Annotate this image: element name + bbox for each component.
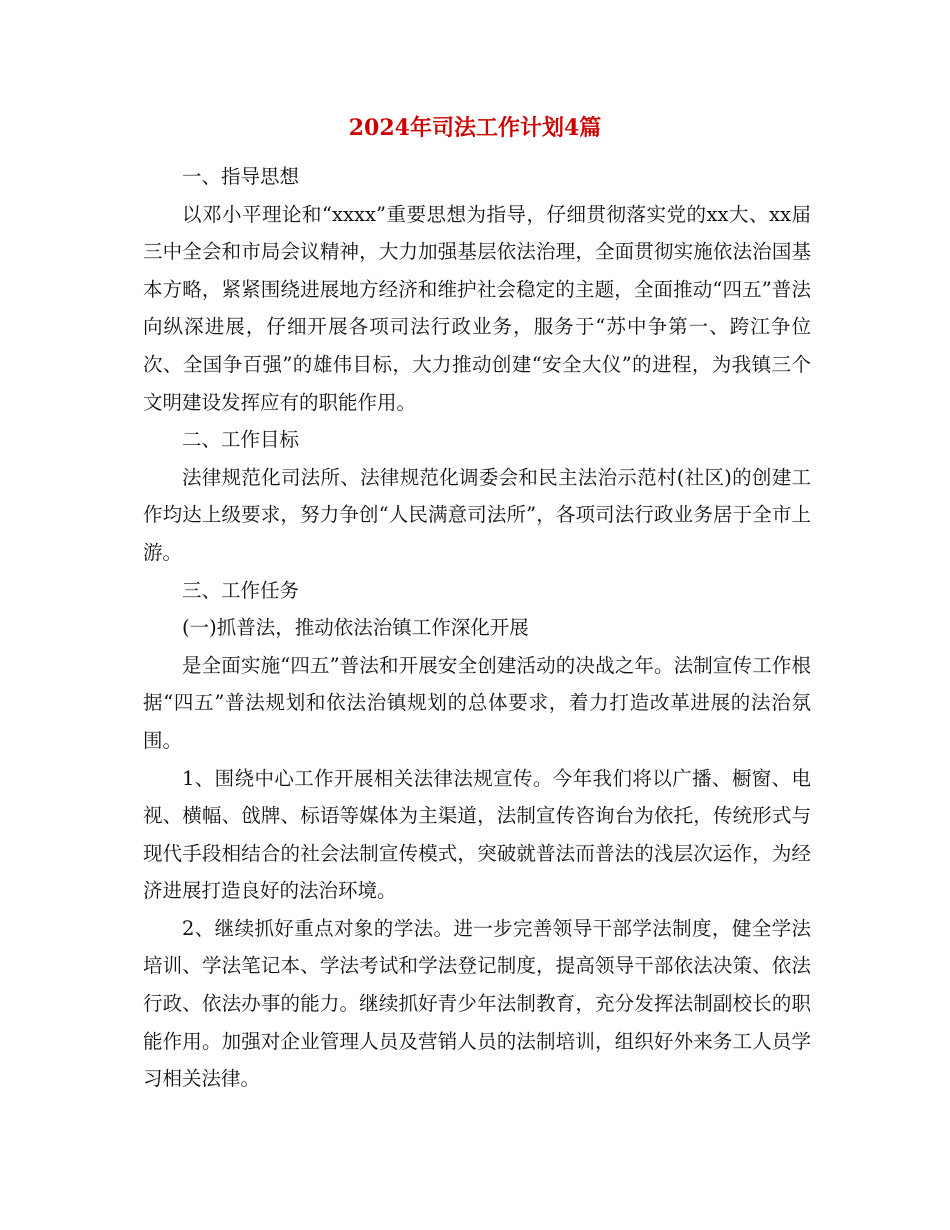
- paragraph-work-goals: 法律规范化司法所、法律规范化调委会和民主法治示范村(社区)的创建工作均达上级要求，努力争创“人民满意司法所”，各项司法行政业务居于全市上游。: [143, 465, 811, 564]
- paragraph-guiding-ideology: 以邓小平理论和“xxxx”重要思想为指导，仔细贯彻落实党的xx大、xx届三中全会和市局会议精神，大力加强基层依法治理，全面贯彻实施依法治国基本方略，紧紧围绕进展地方经济和维护社会稳定的主题，全面推动“四五”普法向纵深进展，仔细开展各项司法行政业务，服务于“苏中争第一、跨江争位次、全国争百强”的雄伟目标，大力推动创建“安全大仪”的进程，为我镇三个文明建设发挥应有的职能作用。: [143, 202, 811, 414]
- document-body: [143, 158, 811, 1098]
- section-heading-guiding-ideology: 一、指导思想: [182, 165, 300, 188]
- paragraph-item-2: 2、继续抓好重点对象的学法。进一步完善领导干部学法制度，健全学法培训、学法笔记本、学法考试和学法登记制度，提高领导干部依法决策、依法行政、依法办事的能力。继续抓好青少年法制教育，充分发挥法制副校长的职能作用。加强对企业管理人员及营销人员的法制培训，组织好外来务工人员学习相关法律。: [143, 916, 811, 1091]
- section-heading-work-goals: 二、工作目标: [182, 428, 300, 452]
- paragraph-legal-education-intro: 是全面实施“四五”普法和开展安全创建活动的决战之年。法制宣传工作根据“四五”普法规划和依法治镇规划的总体要求，着力打造改革进展的法治氛围。: [143, 653, 811, 752]
- document-title: 2024年司法工作计划4篇: [348, 115, 602, 141]
- paragraph-item-1: 1、围绕中心工作开展相关法律法规宣传。今年我们将以广播、橱窗、电视、横幅、戗牌、标语等媒体为主渠道，法制宣传咨询台为依托，传统形式与现代手段相结合的社会法制宣传模式，突破就普法而普法的浅层次运作，为经济进展打造良好的法治环境。: [143, 766, 811, 903]
- section-heading-work-tasks: 三、工作任务: [182, 578, 300, 602]
- subsection-heading-legal-education: (一)抓普法，推动依法治镇工作深化开展: [182, 616, 529, 640]
